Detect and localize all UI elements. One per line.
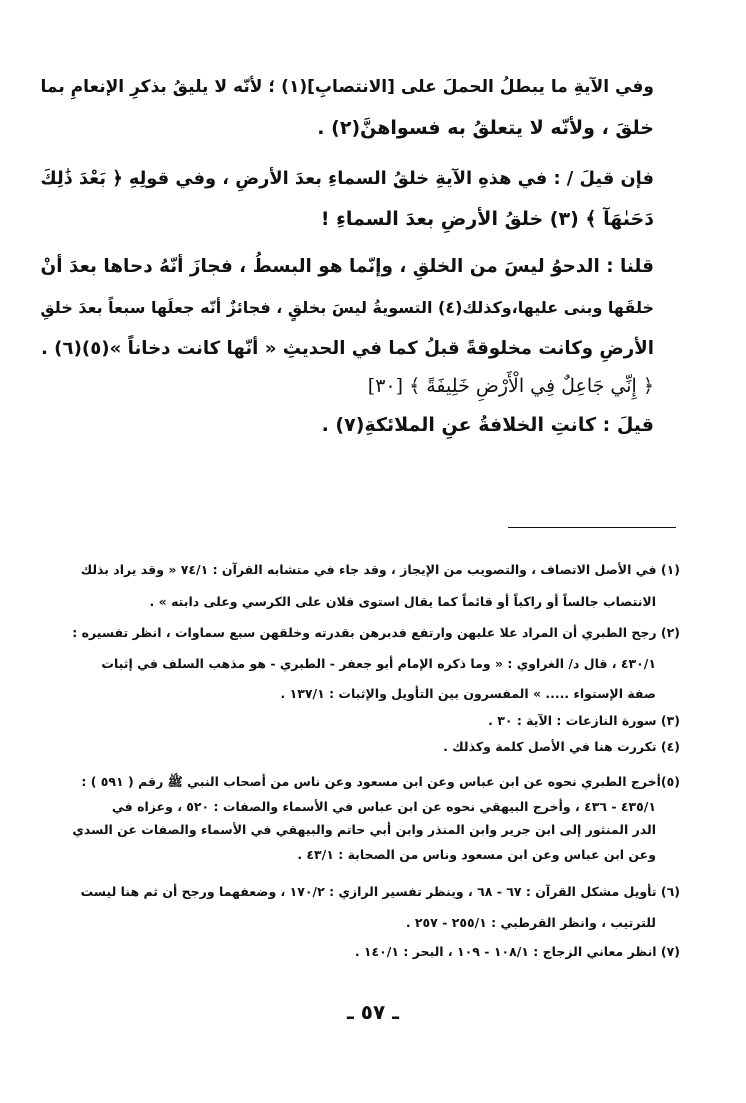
body-line-2: خلقَ ، ولأنّه لا يتعلقُ به فسواهنَّ(٢) . [317, 117, 654, 139]
quran-verse-heading: ﴿ إِنِّي جَاعِلٌ فِي الْأَرْضِ خَلِيفَةً ﴾ [٣٠] [367, 375, 654, 397]
footnote-4: (٤) تكررت هنا في الأصل كلمة وكذلك . [443, 739, 680, 754]
footnote-2-line-1: (٢) رجح الطبري أن المراد علا عليهن وارتفع فدبرهن بقدرته وخلقهن سبع سماوات ، انظر تفسيره : [72, 625, 680, 640]
footnote-6-line-2: للترتيب ، وانظر القرطبي : ٢٥٥/١ - ٢٥٧ . [405, 915, 656, 930]
footnote-1-line-1: (١) في الأصل الاتصاف ، والتصويب من الإيجاز ، وقد جاء في متشابه القرآن : ٧٤/١ « وقد يراد بذلك [80, 562, 680, 577]
body-line-7: الأرضِ وكانت مخلوقةً قبلُ كما في الحديثِ « أنّها كانت دخاناً »(٥)(٦) . [40, 338, 654, 359]
body-line-9: قيلَ : كانتِ الخلافةُ عنِ الملائكةِ(٧) . [321, 414, 654, 436]
body-line-4: دَحَىٰهَآ ﴾ (٣) خلقُ الأرضِ بعدَ السماءِ ! [320, 208, 654, 230]
footnote-6-line-1: (٦) تأويل مشكل القرآن : ٦٧ - ٦٨ ، وينظر تفسير الرازي : ١٧٠/٢ ، وضعفهما ورجح أن ثم هنا ليست [80, 884, 680, 899]
footnote-separator [508, 527, 676, 528]
footnote-5-line-4: وعن ابن عباس وعن ابن مسعود وناس من الصحابة : ٤٣/١ . [297, 847, 656, 862]
body-line-1: وفي الآيةِ ما يبطلُ الحملَ على [الانتصابِ](١) ؛ لأنّه لا يليقُ بذكرِ الإنعامِ بما [40, 77, 654, 97]
body-line-6: خلقَها وبنى عليها،وكذلك(٤) التسويةُ ليسَ بخلقٍ ، فجائزٌ أنّه جعلَها سبعاً بعدَ خلقِ [40, 298, 654, 317]
footnote-2-line-3: صفة الإستواء ..... » المفسرون بين التأويل والإثبات : ١٣٧/١ . [280, 686, 656, 701]
body-line-3: فإن قيلَ / : في هذهِ الآيةِ خلقُ السماءِ بعدَ الأرضِ ، وفي قولِهِ ﴿ بَعْدَ ذَٰلِكَ [40, 168, 654, 189]
footnote-7: (٧) انظر معاني الزجاج : ١٠٨/١ - ١٠٩ ، البحر : ١٤٠/١ . [354, 944, 680, 959]
footnote-5-line-1: (٥)أخرج الطبري نحوه عن ابن عباس وعن ابن مسعود وعن ناس من أصحاب النبي ﷺ رقم ( ٥٩١ ) : [81, 774, 680, 789]
footnote-5-line-2: ٤٣٥/١ - ٤٣٦ ، وأخرج البيهقي نحوه عن ابن عباس في الأسماء والصفات : ٥٢٠ ، وعزاه في [111, 799, 656, 814]
footnote-1-line-2: الانتصاب جالساً أو راكباً أو قائماً كما يقال استوى فلان على الكرسي وعلى دابته » . [149, 594, 656, 609]
footnote-3: (٣) سورة النازعات : الآية : ٣٠ . [488, 713, 680, 728]
footnote-5-line-3: الدر المنثور إلى ابن جرير وابن المنذر وابن أبي حاتم والبيهقي في الأسماء والصفات عن السدي [72, 822, 656, 837]
body-line-5: قلنا : الدحوُ ليسَ من الخلقِ ، وإنّما هو البسطُ ، فجازَ أنّهُ دحاها بعدَ أنْ [40, 256, 654, 277]
page-number: ـ ٥٧ ـ [346, 1000, 400, 1024]
footnote-2-line-2: ٤٣٠/١ ، قال د/ الغراوي : « وما ذكره الإمام أبو جعفر - الطبري - هو مذهب السلف في إثبات [101, 656, 656, 671]
